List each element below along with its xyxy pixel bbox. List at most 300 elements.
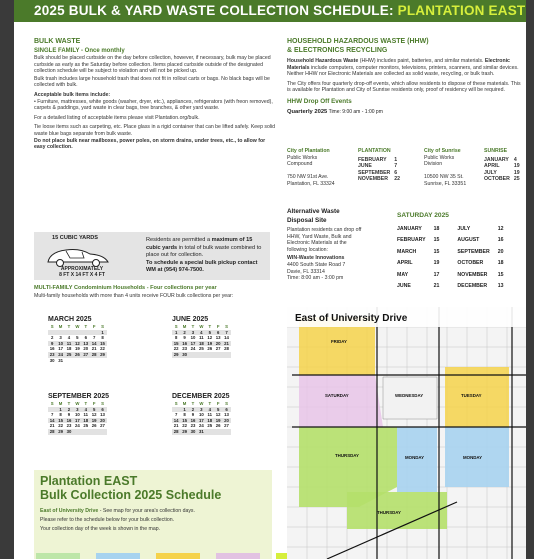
calendar-day: 17	[74, 417, 80, 423]
saturday-cell: 15	[433, 237, 440, 243]
calendar-day: 15	[100, 340, 105, 346]
plantation-dates-table	[358, 157, 404, 183]
calendar-grid	[48, 401, 107, 435]
cubic-text	[146, 237, 264, 275]
address-line	[424, 168, 484, 175]
calendar-dow: W	[199, 401, 204, 406]
bulk-paragraph-1: Bulk should be placed curbside on the day before collection, however, if necessary, bulk may be placed curbside as early as the Saturday before collection. Items placed curbside outside of the designated collection schedule will be subject to violation and will not be picked up.	[34, 55, 271, 75]
saturday-cell: 12	[497, 225, 504, 232]
calendar-day: 30	[66, 428, 72, 434]
calendar-day: 29	[100, 351, 105, 357]
calendar-dow: S	[174, 324, 178, 329]
calendar-day: 9	[183, 335, 186, 341]
bulk-items-list: • Furniture, mattresses, white goods (washer, dryer, etc.), appliances, refrigerators (with freon removed), carpets & paddings, yard waste in clear bags, tree branches, & other yard waste.	[34, 98, 273, 112]
calendar-day: 31	[58, 357, 63, 363]
bulk-paragraph-4: Tie loose items such as carpeting, etc. Place glass in a rigid container that can be lifted safely. Keep solid waste blue bags separate from bulk waste.	[34, 124, 276, 137]
calendar-day: 15	[58, 417, 63, 423]
calendar-day: 4	[197, 330, 205, 336]
address-line: Public Works	[424, 154, 455, 161]
calendar-day: 5	[206, 330, 214, 336]
calendar-dow: T	[208, 324, 212, 329]
calendar-month-title: SEPTEMBER 2025	[48, 393, 110, 400]
saturday-cell: DECEMBER	[457, 283, 488, 289]
calendar-day: 13	[100, 412, 105, 418]
calendar-day	[73, 429, 81, 435]
calendar-dow: S	[225, 324, 228, 329]
calendar-day: 18	[198, 340, 204, 346]
calendar-day: 24	[74, 423, 80, 429]
calendar-dow: T	[191, 324, 195, 329]
calendar-day: 15	[173, 340, 179, 346]
alt-address-2: Davie, FL 33314	[287, 268, 325, 275]
schedule-title	[40, 474, 221, 502]
sunrise-address	[424, 155, 484, 188]
calendar-dow: M	[58, 324, 63, 329]
calendar-day: 9	[48, 341, 56, 347]
saturday-cell: 15	[497, 271, 504, 278]
collection-map	[287, 307, 526, 559]
calendar-day: 6	[222, 407, 230, 413]
calendar-day: 27	[100, 423, 105, 429]
plantation-head-2: PLANTATION	[358, 148, 391, 154]
saturday-cell: 13	[497, 283, 504, 289]
event-date-cell: 1	[394, 156, 398, 163]
event-date-cell: FEBRUARY	[358, 156, 387, 163]
bulk-paragraph-5: Do not place bulk near mailboxes, power poles, on storm drains, under trees, etc., to allow for easy collection.	[34, 137, 266, 151]
saturday-cell: 18	[433, 225, 440, 232]
alt-paragraph: Plantation residents can drop off HHW, Yard Waste, Bulk and Electronic Materials at the following location:	[287, 227, 362, 253]
calendar-day: 8	[175, 335, 178, 341]
calendar-day: 16	[49, 346, 55, 352]
calendar-day: 13	[224, 412, 229, 418]
calendar-day: 12	[74, 340, 80, 346]
calendar-day: 1	[180, 407, 188, 413]
cubic-text-1: Residents are permitted a	[146, 237, 212, 243]
saturday-cell: 21	[433, 283, 440, 289]
saturday-cell: 17	[433, 271, 440, 278]
address-line: Plantation, FL 33324	[287, 180, 335, 187]
calendar-day: 11	[207, 412, 213, 418]
bulk-heading: BULK WASTE	[34, 38, 81, 45]
calendar-day	[82, 358, 90, 364]
calendar-day: 30	[49, 357, 55, 363]
saturday-cell: OCTOBER	[457, 260, 484, 266]
calendar-day	[222, 352, 230, 358]
saturday-cell: 16	[497, 237, 504, 243]
calendar-day	[214, 429, 222, 435]
hhw-paragraph-1: Household Hazardous Waste (HHW) includes paint, batteries, and similar materials. Electronic Materials include computers, computer monitors, televisions, printers, scanners, and similar devices. Neither HHW nor Electronic Materials are collected as solid waste, recycling, or bulk trash.	[287, 58, 519, 78]
map-zone-monday-1: MONDAY	[405, 455, 425, 460]
event-date-cell: JULY	[484, 169, 497, 176]
event-date-cell: 19	[513, 169, 520, 176]
calendar-day: 23	[49, 351, 55, 357]
bulk-subheading: SINGLE FAMILY - Once monthly	[34, 47, 125, 54]
cubic-text-bold-2: To schedule a special bulk pickup contact WM at (954) 974-7500.	[146, 259, 258, 274]
calendar-dow: T	[84, 401, 88, 406]
calendar-day: 1	[56, 407, 64, 413]
saturday-cell: MARCH	[397, 248, 417, 255]
calendar-day: 20	[100, 417, 105, 423]
saturday-cell: 19	[433, 260, 440, 266]
calendar-day: 5	[214, 407, 222, 413]
calendar-day	[214, 352, 222, 358]
calendar-dow: S	[174, 401, 178, 406]
event-date-cell: 4	[513, 156, 517, 163]
calendar-day: 5	[90, 407, 98, 413]
saturday-cell: 18	[497, 260, 504, 266]
bulk-paragraph-3: For a detailed listing of acceptable items please visit Plantation.org/bulk.	[34, 114, 200, 121]
calendar-day	[65, 358, 73, 364]
calendar-day: 16	[182, 340, 187, 346]
alt-site-name: WIN-Waste Innovations	[287, 255, 345, 262]
calendar-day: 28	[49, 428, 55, 434]
calendar-day: 25	[83, 423, 89, 429]
page	[14, 0, 526, 559]
calendar-day	[82, 429, 90, 435]
calendar-day: 29	[173, 351, 179, 357]
calendar-day: 12	[215, 412, 221, 418]
calendar-month-title: MARCH 2025	[48, 316, 92, 323]
event-date-cell: OCTOBER	[484, 176, 510, 183]
calendar-day: 20	[83, 346, 89, 352]
saturday-cell: JUNE	[397, 283, 411, 289]
plantation-head: City of Plantation	[287, 148, 330, 154]
calendar-day: 4	[82, 407, 90, 413]
saturday-cell: SEPTEMBER	[457, 248, 490, 255]
legend-swatch-3	[156, 553, 200, 559]
event-date-cell: JUNE	[358, 163, 372, 170]
calendar-day: 12	[91, 412, 97, 418]
calendar-day: 21	[173, 423, 179, 429]
calendar-day: 3	[189, 330, 197, 336]
calendar-day: 29	[58, 428, 63, 434]
map-drawing	[287, 307, 526, 559]
calendar-day: 22	[182, 423, 187, 429]
calendar-day: 4	[67, 335, 71, 341]
calendar-day	[98, 429, 106, 435]
calendar-day: 26	[74, 351, 80, 357]
calendar-day: 22	[58, 423, 63, 429]
calendar-day: 9	[191, 412, 195, 418]
calendar-september	[48, 393, 109, 435]
calendar-day: 20	[224, 417, 229, 423]
calendar-day: 10	[74, 412, 80, 418]
hhw-dropoff-heading: HHW Drop Off Events	[287, 97, 352, 105]
calendar-dow: T	[67, 401, 71, 406]
schedule-title-2: Bulk Collection 2025 Schedule	[40, 488, 222, 502]
calendar-day	[197, 352, 205, 358]
calendar-day: 19	[207, 340, 213, 346]
event-date-cell: 22	[394, 176, 401, 183]
calendar-june	[172, 316, 231, 358]
plantation-address	[287, 155, 347, 188]
calendar-day: 26	[207, 346, 213, 352]
calendar-day: 30	[190, 428, 196, 434]
alt-time: Time: 8:00 am - 3:00 pm	[287, 275, 344, 282]
calendar-day: 7	[92, 335, 96, 341]
cubic-yards-label: 15 CUBIC YARDS	[52, 235, 99, 241]
calendar-day: 6	[98, 407, 106, 413]
calendar-day: 17	[190, 340, 196, 346]
calendar-dow: S	[50, 324, 54, 329]
calendar-day: 3	[59, 335, 62, 341]
calendar-day: 28	[173, 428, 179, 434]
calendar-day	[90, 429, 98, 435]
map-zone-thursday-2: THURSDAY	[377, 510, 401, 515]
calendar-march	[48, 316, 107, 363]
calendar-grid	[172, 324, 231, 358]
calendar-dow: M	[182, 324, 187, 329]
calendar-day: 19	[215, 417, 221, 423]
calendar-day: 4	[206, 407, 214, 413]
calendar-day: 2	[65, 407, 73, 413]
event-date-cell: APRIL	[484, 163, 500, 170]
calendar-day: 18	[66, 346, 72, 352]
calendar-day	[222, 429, 230, 435]
calendar-day: 1	[172, 330, 180, 336]
saturday-heading: SATURDAY 2025	[397, 212, 449, 219]
saturday-cell: NOVEMBER	[457, 271, 488, 278]
calendar-day: 8	[101, 335, 104, 341]
calendar-day: 9	[67, 412, 71, 418]
calendar-dow: W	[199, 324, 204, 329]
legend-swatch-2	[96, 553, 140, 559]
calendar-day: 30	[182, 351, 187, 357]
calendar-day: 25	[198, 346, 204, 352]
calendar-day: 15	[182, 417, 187, 423]
hhw-section	[287, 38, 523, 115]
calendar-dow: F	[92, 401, 96, 406]
calendar-day: 24	[190, 346, 196, 352]
calendar-dow: F	[216, 401, 220, 406]
plantation-dates	[358, 148, 404, 183]
calendar-day: 14	[49, 417, 55, 423]
calendar-day: 11	[66, 340, 72, 346]
saturday-cell: APRIL	[397, 260, 413, 266]
calendar-month-title: DECEMBER 2025	[172, 393, 230, 400]
alt-heading-1: Alternative Waste	[287, 208, 340, 215]
calendar-dow: S	[101, 324, 104, 329]
header-title-highlight: PLANTATION EAST	[397, 3, 526, 18]
bulk-waste-section	[34, 38, 276, 151]
alt-address-1: 4400 South State Road 7	[287, 261, 346, 268]
multi-family-text: Multi-family households with more than 4 units receive FOUR bulk collections per year:	[34, 292, 234, 299]
calendar-dow: T	[208, 401, 212, 406]
calendar-day: 25	[66, 351, 72, 357]
event-date-cell: 19	[513, 163, 520, 170]
calendar-day: 19	[91, 417, 97, 423]
calendar-day: 28	[91, 351, 97, 357]
calendar-day: 26	[215, 423, 221, 429]
calendar-day: 27	[83, 351, 89, 357]
calendar-day: 21	[91, 346, 97, 352]
calendar-day: 23	[182, 346, 187, 352]
calendar-day: 10	[190, 335, 196, 341]
calendar-day: 11	[199, 335, 204, 341]
calendar-day: 29	[182, 428, 187, 434]
calendar-dow: F	[92, 324, 96, 329]
calendar-day: 17	[58, 346, 63, 352]
saturday-cell: JANUARY	[397, 225, 422, 232]
map-zone-thursday-1: THURSDAY	[335, 453, 359, 458]
calendar-day: 13	[215, 335, 221, 341]
calendar-day: 25	[207, 423, 213, 429]
saturday-cell: JULY	[457, 225, 471, 232]
calendar-day: 5	[76, 335, 79, 341]
page-header	[14, 0, 526, 22]
event-date-cell: 7	[394, 163, 398, 170]
schedule-text	[40, 507, 272, 534]
cubic-yards-box	[34, 232, 270, 280]
calendar-day: 24	[58, 351, 63, 357]
schedule-l3: Your collection day of the week is shown in the map.	[40, 526, 161, 532]
calendar-day: 23	[190, 423, 196, 429]
plantation-location	[287, 148, 347, 188]
schedule-title-1: Plantation EAST	[40, 474, 138, 488]
calendar-dow: S	[225, 401, 228, 406]
calendar-day: 12	[207, 335, 213, 341]
alt-heading-2: Disposal Site	[287, 216, 327, 224]
sunrise-dates	[484, 148, 524, 183]
calendar-day: 13	[83, 340, 89, 346]
hhw-heading-2: & ELECTRONICS RECYCLING	[287, 46, 388, 54]
hhw-quarterly: Quarterly 2025 Time: 9:00 am - 1:00 pm	[287, 109, 383, 116]
schedule-l1-bold: East of University Drive	[40, 508, 99, 514]
saturday-cell: MAY	[397, 271, 409, 278]
calendar-grid	[172, 401, 231, 435]
sunrise-head-2: SUNRISE	[484, 148, 508, 154]
calendar-dow: S	[50, 401, 54, 406]
address-line: 750 NW 91st Ave.	[287, 174, 329, 181]
calendar-day: 14	[173, 417, 179, 423]
address-line: Public Works	[287, 154, 318, 161]
calendar-day: 27	[224, 423, 229, 429]
calendar-dow: T	[84, 324, 88, 329]
address-line	[287, 168, 347, 175]
calendar-day: 14	[91, 340, 97, 346]
schedule-l2: Please refer to the schedule below for your bulk collection.	[40, 517, 175, 523]
calendar-day: 7	[175, 412, 178, 418]
calendar-day: 18	[207, 417, 213, 423]
saturday-section	[397, 212, 512, 293]
calendar-day: 28	[224, 346, 229, 352]
schedule-l1: - See map for your area's collection days.	[98, 508, 195, 514]
multi-family-section	[34, 284, 274, 299]
calendar-day: 2	[189, 407, 197, 413]
calendar-day: 18	[83, 417, 89, 423]
sunrise-location	[424, 148, 484, 188]
calendar-day: 21	[49, 423, 55, 429]
calendar-day: 11	[83, 412, 89, 418]
calendar-month-title: JUNE 2025	[172, 316, 209, 323]
calendar-day	[98, 358, 106, 364]
calendar-day: 10	[198, 412, 204, 418]
calendar-day: 31	[198, 428, 204, 434]
map-zone-tuesday: TUESDAY	[461, 393, 482, 398]
event-date-cell: NOVEMBER	[358, 176, 388, 183]
calendar-day	[189, 352, 197, 358]
calendar-day	[73, 358, 81, 364]
bulk-paragraph-2: Bulk trash includes large household trash that does not fit in rollout carts or bags. No black bags will be collected with bulk.	[34, 75, 270, 89]
calendar-day: 8	[59, 412, 62, 418]
calendar-day: 16	[190, 417, 196, 423]
address-line: 10500 NW 35 St.	[424, 174, 464, 181]
calendar-day	[90, 358, 98, 364]
calendar-day: 3	[197, 407, 205, 413]
calendar-day: 7	[222, 330, 230, 336]
hhw-heading-1: HOUSEHOLD HAZARDOUS WASTE (HHW)	[287, 38, 429, 45]
map-zone-monday-2: MONDAY	[463, 455, 483, 460]
cubic-text-bold-1: maximum of 15 cubic yards	[146, 237, 253, 251]
calendar-dow: W	[75, 324, 80, 329]
calendar-day: 16	[66, 417, 72, 423]
map-zone-friday: FRIDAY	[331, 339, 347, 344]
saturday-cell: 15	[433, 248, 440, 255]
legend-swatch-4	[216, 553, 260, 559]
calendar-day: 6	[214, 330, 222, 336]
alt-site-section	[287, 208, 367, 282]
event-date-cell: 6	[394, 169, 398, 176]
calendar-day: 6	[84, 335, 87, 341]
calendar-dow: W	[75, 401, 80, 406]
calendar-dow: S	[101, 401, 104, 406]
saturday-cell: AUGUST	[457, 237, 480, 243]
calendar-day	[206, 352, 214, 358]
cubic-dims: 8 FT X 14 FT X 4 FT	[59, 272, 105, 278]
calendar-day: 26	[91, 423, 97, 429]
event-date-cell: 25	[513, 176, 520, 183]
calendar-dow: M	[182, 401, 187, 406]
calendar-day: 23	[66, 423, 72, 429]
calendar-day: 27	[215, 346, 221, 352]
address-line: Division	[424, 161, 443, 168]
header-title: 2025 BULK & YARD WASTE COLLECTION SCHEDULE:	[34, 3, 398, 18]
cubic-approx: APPROXIMATELY	[60, 266, 104, 272]
cubic-text-2: in total of bulk waste combined to place out for collection.	[146, 244, 262, 259]
calendar-day: 3	[73, 407, 81, 413]
calendar-grid	[48, 324, 107, 363]
calendar-day: 1	[98, 330, 106, 336]
hhw-paragraph-2: The City offers four quarterly drop-off events, which allow residents to dispose of these materials. This is available for Plantation and City of Sunrise residents only, proof of residency will be required.	[287, 80, 521, 94]
calendar-day: 22	[173, 346, 179, 352]
calendar-day: 7	[51, 412, 54, 418]
calendar-dow: M	[58, 401, 63, 406]
calendar-day: 22	[100, 346, 105, 352]
calendar-dow: T	[67, 324, 71, 329]
map-zone-saturday: SATURDAY	[325, 393, 349, 398]
saturday-cell: FEBRUARY	[397, 237, 426, 243]
bulk-items-heading: Acceptable bulk items include:	[34, 91, 111, 98]
calendar-day: 17	[198, 417, 204, 423]
saturday-table	[397, 224, 512, 293]
calendar-dow: T	[191, 401, 195, 406]
calendar-day: 2	[51, 335, 54, 341]
address-line: Sunrise, FL 33351	[424, 180, 467, 187]
calendar-day	[206, 429, 214, 435]
calendar-day: 14	[224, 335, 229, 341]
sunrise-head: City of Sunrise	[424, 148, 461, 154]
event-date-cell: SEPTEMBER	[358, 169, 391, 176]
calendar-dow: F	[216, 324, 220, 329]
calendar-day: 20	[215, 340, 221, 346]
calendar-december	[172, 393, 231, 435]
legend-swatch-1	[36, 553, 80, 559]
map-zone-wednesday: WEDNESDAY	[395, 393, 424, 398]
calendar-day: 24	[198, 423, 204, 429]
car-icon	[44, 246, 114, 268]
event-date-cell: JANUARY	[484, 156, 509, 163]
calendar-day: 21	[224, 340, 229, 346]
